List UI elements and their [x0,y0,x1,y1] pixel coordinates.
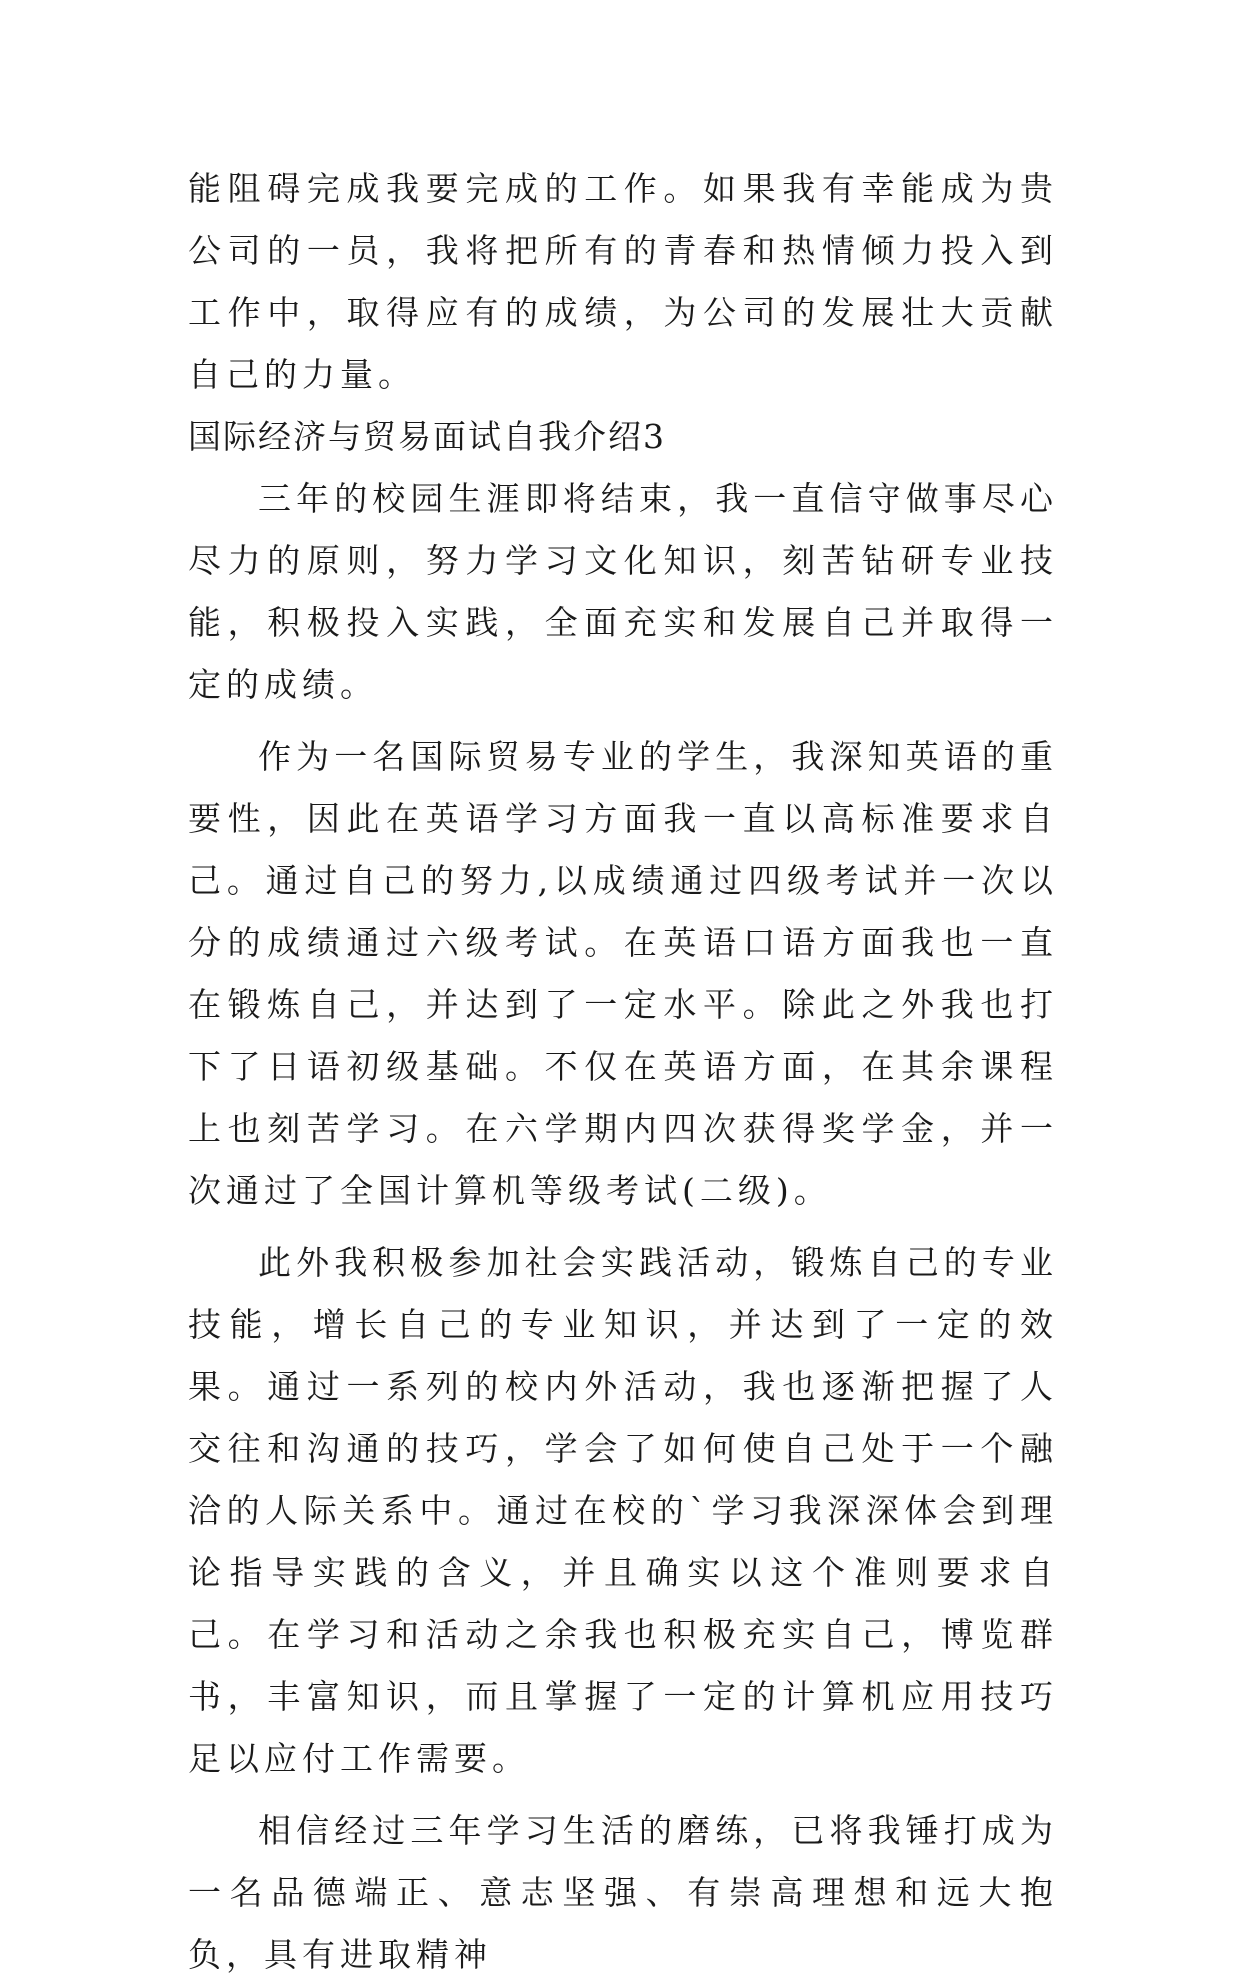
document-body [188,158,1058,1986]
body-paragraph-3: 此外我积极参加社会实践活动，锻炼自己的专业技能，增长自己的专业知识，并达到了一定的效果。通过一系列的校内外活动，我也逐渐把握了人交往和沟通的技巧，学会了如何使自己处于一个融洽的人际关系中。通过在校的`学习我深深体会到理论指导实践的含义，并且确实以这个准则要求自己。在学习和活动之余我也积极充实自己，博览群书，丰富知识，而且掌握了一定的计算机应用技巧足以应付工作需要。 [188,1243,1058,1778]
section-heading: 国际经济与贸易面试自我介绍3 [188,417,666,456]
body-paragraph-4: 相信经过三年学习生活的磨练，已将我锤打成为一名品德端正、意志坚强、有崇高理想和远大抱负，具有进取精神 [188,1811,1058,1974]
body-paragraph-1: 三年的校园生涯即将结束，我一直信守做事尽心尽力的原则，努力学习文化知识，刻苦钻研专业技能，积极投入实践，全面充实和发展自己并取得一定的成绩。 [188,479,1058,704]
continuation-paragraph: 能阻碍完成我要完成的工作。如果我有幸能成为贵公司的一员，我将把所有的青春和热情倾力投入到工作中，取得应有的成绩，为公司的发展壮大贡献自己的力量。 [188,169,1058,394]
body-paragraph-2: 作为一名国际贸易专业的学生，我深知英语的重要性，因此在英语学习方面我一直以高标准要求自己。通过自己的努力,以成绩通过四级考试并一次以分的成绩通过六级考试。在英语口语方面我也一直在锻炼自己，并达到了一定水平。除此之外我也打下了日语初级基础。不仅在英语方面，在其余课程上也刻苦学习。在六学期内四次获得奖学金，并一次通过了全国计算机等级考试(二级)。 [188,737,1058,1210]
